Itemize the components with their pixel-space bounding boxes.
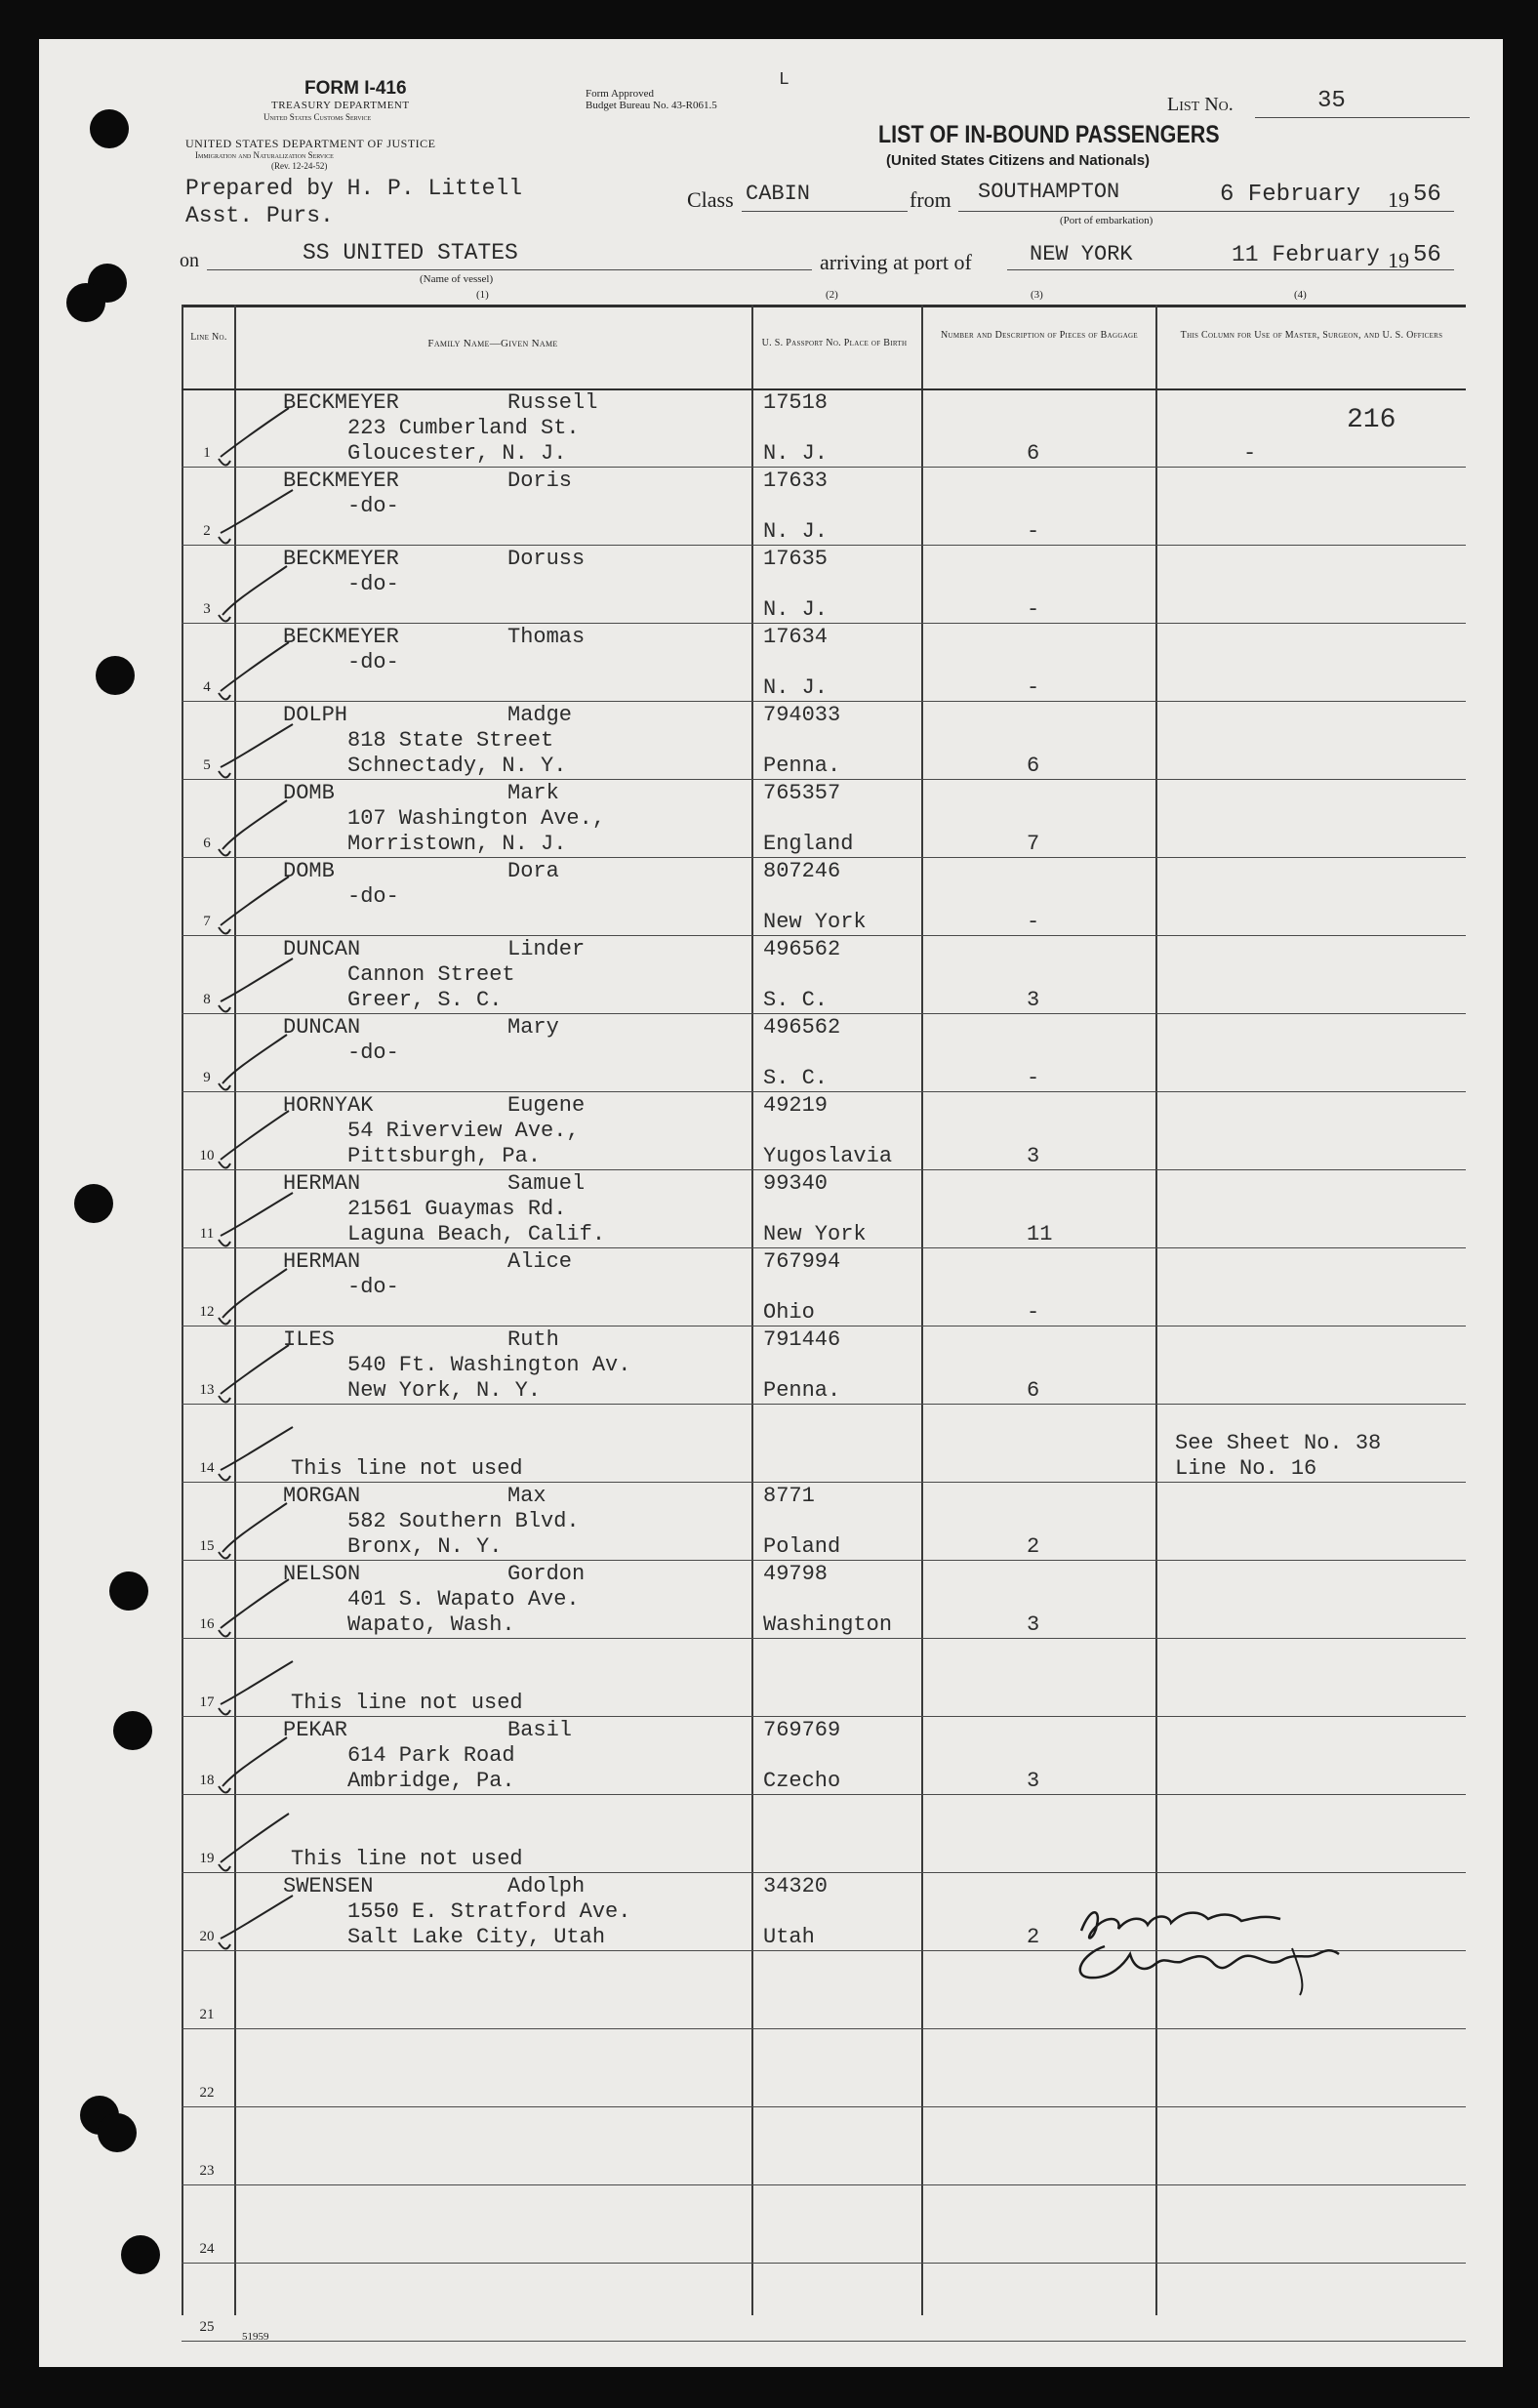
family-name: DOLPH <box>283 703 348 727</box>
passport-number: 17635 <box>763 547 829 571</box>
row-divider <box>182 623 1466 624</box>
address-line-2: Laguna Beach, Calif. <box>347 1222 606 1246</box>
place-of-birth: N. J. <box>763 675 829 700</box>
baggage-count: - <box>1027 1066 1040 1090</box>
baggage-count: 3 <box>1027 988 1040 1012</box>
passport-number: 17634 <box>763 625 829 649</box>
embark-year: 56 <box>1413 182 1441 208</box>
officer-signature <box>1062 1896 1384 2003</box>
place-of-birth: England <box>763 832 854 856</box>
line-number: 17 <box>199 1694 215 1710</box>
passport-number: 794033 <box>763 703 841 727</box>
binder-hole <box>113 1711 152 1750</box>
col-officers: This Column for Use of Master, Surgeon, and U. S. Officers <box>1180 330 1443 341</box>
binder-hole <box>96 656 135 695</box>
given-name: Doruss <box>507 547 586 571</box>
line-number: 24 <box>199 2241 215 2257</box>
row-divider <box>182 2106 1466 2107</box>
place-of-birth: Penna. <box>763 754 841 778</box>
binder-hole <box>98 2113 137 2152</box>
form-number: FORM I-416 <box>304 78 407 99</box>
check-mark <box>211 1570 318 1657</box>
row-divider <box>182 1247 1466 1248</box>
line-number: 16 <box>199 1616 215 1632</box>
line-number: 4 <box>203 679 211 695</box>
address-line-2: Gloucester, N. J. <box>347 441 567 466</box>
baggage-count: 11 <box>1027 1222 1053 1246</box>
row-divider <box>182 1560 1466 1561</box>
form-revision: (Rev. 12-24-52) <box>271 161 328 171</box>
passport-number: 8771 <box>763 1484 815 1508</box>
officer-note-extra: 216 <box>1347 405 1396 435</box>
budget-bureau: Budget Bureau No. 43-R061.5 <box>586 100 717 111</box>
address-line-1: Cannon Street <box>347 962 515 987</box>
col-baggage: Number and Description of Pieces of Baggage <box>941 330 1138 341</box>
address-line-1: 818 State Street <box>347 728 554 753</box>
address-line-1: -do- <box>347 572 399 596</box>
baggage-count: 2 <box>1027 1534 1040 1559</box>
row-divider <box>182 1404 1466 1405</box>
given-name: Linder <box>507 937 586 961</box>
row-divider <box>182 2184 1466 2185</box>
row-divider <box>182 1482 1466 1483</box>
family-name: DUNCAN <box>283 937 361 961</box>
given-name: Adolph <box>507 1874 586 1898</box>
line-unused-note: This line not used <box>291 1456 523 1481</box>
justice-dept: UNITED STATES DEPARTMENT OF JUSTICE <box>185 137 436 150</box>
address-line-1: 54 Riverview Ave., <box>347 1119 580 1143</box>
row-divider <box>182 1169 1466 1170</box>
list-no-label: List No. <box>1167 94 1234 115</box>
family-name: HORNYAK <box>283 1093 374 1118</box>
binder-hole <box>121 2235 160 2274</box>
line-number: 8 <box>203 992 211 1007</box>
passport-number: 807246 <box>763 859 841 883</box>
passport-number: 99340 <box>763 1171 829 1196</box>
row-divider <box>182 857 1466 858</box>
given-name: Thomas <box>507 625 586 649</box>
col-num-3: (3) <box>1031 289 1043 301</box>
row-divider <box>182 779 1466 780</box>
check-mark <box>211 1726 318 1814</box>
passport-number: 17518 <box>763 390 829 415</box>
class-value: CABIN <box>746 182 811 206</box>
col-num-2: (2) <box>826 289 838 301</box>
row-divider <box>182 935 1466 936</box>
place-of-birth: New York <box>763 910 867 934</box>
passport-number: 791446 <box>763 1327 841 1352</box>
family-name: BECKMEYER <box>283 547 399 571</box>
passport-number: 496562 <box>763 937 841 961</box>
col-num-4: (4) <box>1294 289 1307 301</box>
given-name: Basil <box>507 1718 573 1742</box>
list-no-value: 35 <box>1317 88 1346 114</box>
place-of-birth: Czecho <box>763 1769 841 1793</box>
passport-number: 49219 <box>763 1093 829 1118</box>
row-divider <box>182 1794 1466 1795</box>
row-divider <box>182 701 1466 702</box>
line-number: 18 <box>199 1773 215 1788</box>
line-number: 19 <box>199 1851 215 1866</box>
place-of-birth: Poland <box>763 1534 841 1559</box>
row-divider <box>182 2263 1466 2264</box>
family-name: SWENSEN <box>283 1874 374 1898</box>
address-line-1: 401 S. Wapato Ave. <box>347 1587 580 1612</box>
family-name: PEKAR <box>283 1718 348 1742</box>
place-of-birth: Utah <box>763 1925 815 1949</box>
baggage-count: 3 <box>1027 1769 1040 1793</box>
given-name: Madge <box>507 703 573 727</box>
line-number: 6 <box>203 836 211 851</box>
address-line-1: 582 Southern Blvd. <box>347 1509 580 1533</box>
given-name: Gordon <box>507 1562 586 1586</box>
address-line-1: -do- <box>347 1041 399 1065</box>
place-of-birth: Yugoslavia <box>763 1144 893 1168</box>
footer-code: 51959 <box>242 2331 269 2343</box>
given-name: Ruth <box>507 1327 559 1352</box>
address-line-1: -do- <box>347 884 399 909</box>
address-line-2: Ambridge, Pa. <box>347 1769 515 1793</box>
place-of-birth: New York <box>763 1222 867 1246</box>
baggage-count: - <box>1027 1300 1040 1325</box>
family-name: HERMAN <box>283 1249 361 1274</box>
officer-note: - <box>1243 441 1257 466</box>
passport-number: 496562 <box>763 1015 841 1040</box>
row-divider <box>182 1091 1466 1092</box>
address-line-1: -do- <box>347 650 399 674</box>
form-title: LIST OF IN-BOUND PASSENGERS <box>878 121 1220 148</box>
place-of-birth: Washington <box>763 1612 893 1637</box>
officer-note-extra: Line No. 16 <box>1175 1456 1317 1481</box>
given-name: Max <box>507 1484 546 1508</box>
table-top-border <box>182 305 1466 307</box>
vessel-name: SS UNITED STATES <box>303 240 518 265</box>
address-line-2: Morristown, N. J. <box>347 832 567 856</box>
address-line-1: -do- <box>347 1275 399 1299</box>
line-number: 15 <box>199 1538 215 1554</box>
given-name: Eugene <box>507 1093 586 1118</box>
address-line-1: 540 Ft. Washington Av. <box>347 1353 631 1377</box>
line-number: 23 <box>199 2163 215 2179</box>
address-line-2: Salt Lake City, Utah <box>347 1925 606 1949</box>
line-number: 20 <box>199 1929 215 1944</box>
baggage-count: - <box>1027 675 1040 700</box>
place-of-birth: N. J. <box>763 519 829 544</box>
family-name: HERMAN <box>283 1171 361 1196</box>
address-line-1: 107 Washington Ave., <box>347 806 606 831</box>
line-number: 13 <box>199 1382 215 1398</box>
row-divider <box>182 1872 1466 1873</box>
passport-number: 769769 <box>763 1718 841 1742</box>
baggage-count: 3 <box>1027 1144 1040 1168</box>
given-name: Samuel <box>507 1171 586 1196</box>
row-divider <box>182 2341 1466 2342</box>
row-divider <box>182 545 1466 546</box>
col-passport: U. S. Passport No. Place of Birth <box>761 338 908 348</box>
baggage-count: 6 <box>1027 441 1040 466</box>
arrival-year-printed: 19 <box>1388 248 1409 272</box>
address-line-1: 614 Park Road <box>347 1743 515 1768</box>
row-divider <box>182 1638 1466 1639</box>
line-number: 14 <box>199 1460 215 1476</box>
given-name: Alice <box>507 1249 573 1274</box>
row-divider <box>182 1013 1466 1014</box>
line-unused-note: This line not used <box>291 1847 523 1871</box>
check-mark <box>211 1882 318 1970</box>
line-number: 22 <box>199 2085 215 2101</box>
address-line-1: 1550 E. Stratford Ave. <box>347 1899 631 1924</box>
ins-service: Immigration and Naturalization Service <box>195 150 334 160</box>
given-name: Mary <box>507 1015 559 1040</box>
line-number: 21 <box>199 2007 215 2022</box>
place-of-birth: N. J. <box>763 597 829 622</box>
address-line-2: Pittsburgh, Pa. <box>347 1144 542 1168</box>
line-number: 2 <box>203 523 211 539</box>
top-letter: L <box>779 70 789 90</box>
col-name: Family Name—Given Name <box>427 338 558 349</box>
family-name: DOMB <box>283 781 335 805</box>
given-name: Mark <box>507 781 559 805</box>
row-divider <box>182 467 1466 468</box>
embark-date: 6 February <box>1220 182 1361 208</box>
form-page <box>39 39 1503 2367</box>
address-line-2: Bronx, N. Y. <box>347 1534 503 1559</box>
baggage-count: - <box>1027 910 1040 934</box>
embark-port: SOUTHAMPTON <box>978 180 1120 204</box>
row-divider <box>182 1716 1466 1717</box>
passport-number: 17633 <box>763 469 829 493</box>
family-name: ILES <box>283 1327 335 1352</box>
address-line-2: Greer, S. C. <box>347 988 503 1012</box>
baggage-count: 3 <box>1027 1612 1040 1637</box>
customs-service: United States Customs Service <box>263 112 372 122</box>
baggage-count: 7 <box>1027 832 1040 856</box>
family-name: BECKMEYER <box>283 625 399 649</box>
binder-hole <box>109 1571 148 1611</box>
line-number: 10 <box>199 1148 215 1163</box>
passport-number: 767994 <box>763 1249 841 1274</box>
on-label: on <box>180 250 199 271</box>
place-of-birth: N. J. <box>763 441 829 466</box>
address-line-2: New York, N. Y. <box>347 1378 542 1403</box>
line-number: 3 <box>203 601 211 617</box>
baggage-count: 6 <box>1027 754 1040 778</box>
line-number: 7 <box>203 914 211 929</box>
line-number: 25 <box>199 2319 215 2335</box>
arriving-label: arriving at port of <box>820 250 972 274</box>
passport-number: 765357 <box>763 781 841 805</box>
line-number: 9 <box>203 1070 211 1085</box>
line-number: 1 <box>203 445 211 461</box>
binder-hole <box>90 109 129 148</box>
line-number: 11 <box>199 1226 215 1242</box>
baggage-count: - <box>1027 597 1040 622</box>
col-line-no: Line No. <box>190 332 227 343</box>
class-label: Class <box>687 187 734 212</box>
address-line-2: Schnectady, N. Y. <box>347 754 567 778</box>
family-name: MORGAN <box>283 1484 361 1508</box>
address-line-1: -do- <box>347 494 399 518</box>
prepared-title: Asst. Purs. <box>185 203 334 228</box>
baggage-count: - <box>1027 519 1040 544</box>
line-number: 5 <box>203 757 211 773</box>
place-of-birth: S. C. <box>763 1066 829 1090</box>
family-name: DOMB <box>283 859 335 883</box>
binder-hole <box>66 283 105 322</box>
prepared-by: Prepared by H. P. Littell <box>185 176 523 201</box>
place-of-birth: Ohio <box>763 1300 815 1325</box>
passport-number: 34320 <box>763 1874 829 1898</box>
given-name: Russell <box>507 390 598 415</box>
given-name: Doris <box>507 469 573 493</box>
embark-note: (Port of embarkation) <box>1060 215 1154 226</box>
baggage-count: 6 <box>1027 1378 1040 1403</box>
family-name: BECKMEYER <box>283 390 399 415</box>
place-of-birth: Penna. <box>763 1378 841 1403</box>
address-line-2: Wapato, Wash. <box>347 1612 515 1637</box>
embark-year-printed: 19 <box>1388 187 1409 212</box>
line-unused-note: This line not used <box>291 1691 523 1715</box>
address-line-1: 223 Cumberland St. <box>347 416 580 440</box>
baggage-count: 2 <box>1027 1925 1040 1949</box>
check-mark <box>211 1335 318 1423</box>
vessel-note: (Name of vessel) <box>420 273 494 285</box>
col-num-1: (1) <box>476 289 489 301</box>
place-of-birth: S. C. <box>763 988 829 1012</box>
from-label: from <box>910 187 951 212</box>
line-number: 12 <box>199 1304 215 1320</box>
passport-number: 49798 <box>763 1562 829 1586</box>
treasury-dept: TREASURY DEPARTMENT <box>271 100 410 111</box>
binder-hole <box>74 1184 113 1223</box>
given-name: Dora <box>507 859 559 883</box>
row-divider <box>182 2028 1466 2029</box>
family-name: BECKMEYER <box>283 469 399 493</box>
address-line-1: 21561 Guaymas Rd. <box>347 1197 567 1221</box>
form-subtitle: (United States Citizens and Nationals) <box>886 152 1151 169</box>
family-name: NELSON <box>283 1562 361 1586</box>
arrival-year: 56 <box>1413 242 1441 268</box>
officer-note: See Sheet No. 38 <box>1175 1431 1382 1455</box>
form-approved: Form Approved <box>586 88 654 100</box>
family-name: DUNCAN <box>283 1015 361 1040</box>
arrival-port: NEW YORK <box>1030 242 1133 266</box>
arrival-date: 11 February <box>1232 242 1380 267</box>
